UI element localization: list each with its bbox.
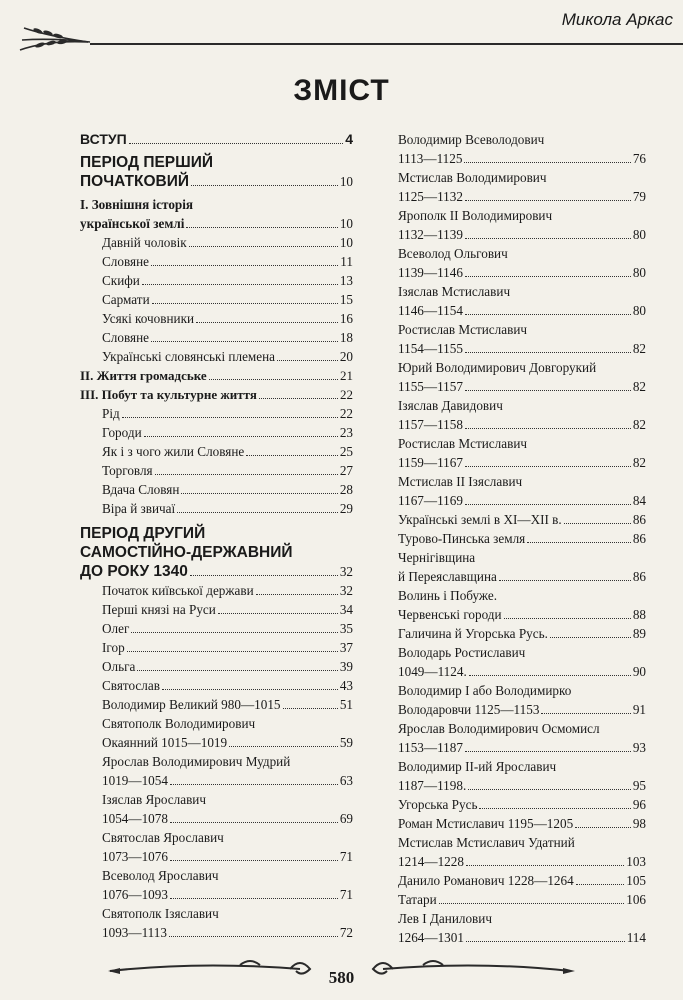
toc-entry[interactable]: Чернігівщина й Переяславщина 86 [398, 550, 646, 584]
toc-section-3[interactable]: III. Побут та культурне життя 22 [80, 387, 353, 402]
toc-part-2-items [80, 581, 353, 714]
toc-entry[interactable]: Словяне 18 [102, 330, 353, 345]
toc-entry[interactable]: Юрий Володимирович Довгорукий 1155—1157 82 [398, 360, 646, 394]
toc-entry[interactable]: Святополк Володимирович Окаянний 1015—1019 59 [102, 716, 353, 750]
toc-section-1-items [80, 233, 353, 366]
toc-entry[interactable]: Угорська Русь 96 [398, 797, 646, 812]
toc-entry[interactable]: Володимир II-ий Ярославич 1187—1198. 95 [398, 759, 646, 793]
toc-entry[interactable]: Володарь Ростиславич 1049—1124. 90 [398, 645, 646, 679]
toc-entry[interactable]: Волинь і Побуже. [398, 588, 498, 603]
toc-entry[interactable]: Турово-Пинська земля 86 [398, 531, 646, 546]
toc-entry[interactable]: Ізяслав Давидович 1157—1158 82 [398, 398, 646, 432]
toc-entry[interactable]: Ростислав Мстиславич 1159—1167 82 [398, 436, 646, 470]
toc-entry[interactable]: Ігор 37 [102, 640, 353, 655]
toc-entry[interactable]: Роман Мстиславич 1195—1205 98 [398, 816, 646, 831]
toc-entry[interactable]: Городи 23 [102, 425, 353, 440]
toc-entry[interactable]: Святополк Ізяславич 1093—1113 72 [102, 906, 353, 940]
toc-right-column [398, 130, 646, 947]
toc-entry[interactable]: Ізяслав Ярославич 1054—1078 69 [102, 792, 353, 826]
toc-entry[interactable]: Давній чоловік 10 [102, 235, 353, 250]
page-number: 580 [328, 968, 355, 987]
header-author: Микола Аркас [561, 10, 673, 29]
toc-section-1[interactable]: I. Зовнішня історія української землі 10 [80, 197, 353, 231]
toc-left-column [80, 130, 353, 942]
toc-entry[interactable]: Володимир Всеволодович 1113—1125 76 [398, 132, 646, 166]
toc-entry[interactable]: Червенські городи 88 [398, 607, 646, 622]
page-title: ЗМІСТ [293, 74, 390, 107]
toc-entry[interactable]: Рід 22 [102, 406, 353, 421]
toc-entry[interactable]: Ольга 39 [102, 659, 353, 674]
toc-entry[interactable]: Всеволод Ольгович 1139—1146 80 [398, 246, 646, 280]
toc-entry[interactable]: Початок київської держави 32 [102, 583, 353, 598]
toc-entry[interactable]: Усякі кочовники 16 [102, 311, 353, 326]
toc-entry[interactable]: Як і з чого жили Словяне 25 [102, 444, 353, 459]
toc-entry[interactable]: Данило Романович 1228—1264 105 [398, 873, 646, 888]
toc-entry[interactable]: Олег 35 [102, 621, 353, 636]
toc-entry[interactable]: Ізяслав Мстиславич 1146—1154 80 [398, 284, 646, 318]
toc-entry[interactable]: Вдача Словян 28 [102, 482, 353, 497]
toc-entry[interactable]: Святослав Ярославич 1073—1076 71 [102, 830, 353, 864]
toc-entry[interactable]: Ярослав Володимирович Осмомисл 1153—1187 93 [398, 721, 646, 755]
toc-part-1[interactable]: ПЕРІОД ПЕРШИЙ ПОЧАТКОВИЙ 10 [80, 154, 353, 190]
toc-entry[interactable]: Лев I Данилович 1264—1301 114 [398, 911, 646, 945]
running-header [0, 0, 683, 70]
toc-section-2[interactable]: II. Життя громадське 21 [80, 368, 353, 383]
header-rule [90, 43, 683, 45]
toc-entry-intro[interactable]: ВСТУП 4 [80, 131, 353, 147]
toc-entry[interactable]: Українські словянські племена 20 [102, 349, 353, 364]
toc-entry[interactable]: Володимир Великий 980—1015 51 [102, 697, 353, 712]
toc-entry[interactable]: Ярослав Володимирович Мудрий 1019—1054 63 [102, 754, 353, 788]
toc-part-2-items-double [80, 714, 353, 942]
toc-entry[interactable]: Татари 106 [398, 892, 646, 907]
toc-entry[interactable]: Скифи 13 [102, 273, 353, 288]
toc-part-2[interactable]: ПЕРІОД ДРУГИЙ САМОСТІЙНО-ДЕРЖАВНИЙ ДО РОКУ 1340 32 [80, 525, 353, 580]
toc-entry[interactable]: Галичина й Угорська Русь. 89 [398, 626, 646, 641]
toc-entry[interactable]: Всеволод Ярославич 1076—1093 71 [102, 868, 353, 902]
toc-entry[interactable]: Торговля 27 [102, 463, 353, 478]
toc-entry[interactable]: Мстислав Мстиславич Удатний 1214—1228 103 [398, 835, 646, 869]
toc-entry[interactable]: Мстислав II Ізяславич 1167—1169 84 [398, 474, 646, 508]
toc-entry[interactable]: Святослав 43 [102, 678, 353, 693]
toc-section-3-items [80, 404, 353, 518]
toc-entry[interactable]: Ярополк II Володимирович 1132—1139 80 [398, 208, 646, 242]
toc-entry[interactable]: Ростислав Мстиславич 1154—1155 82 [398, 322, 646, 356]
toc-entry[interactable]: Сармати 15 [102, 292, 353, 307]
wheat-ornament-icon [18, 18, 98, 58]
toc-entry[interactable]: Словяне 11 [102, 254, 353, 269]
toc-entry[interactable]: Мстислав Володимирович 1125—1132 79 [398, 170, 646, 204]
toc-entry[interactable]: Перші князі на Руси 34 [102, 602, 353, 617]
toc-entry[interactable]: Українські землі в XI—XII в. 86 [398, 512, 646, 527]
toc-entry[interactable]: Віра й звичаї 29 [102, 501, 353, 516]
toc-entry[interactable]: Володимир I або Володимирко Володаровчи 1125—1153 91 [398, 683, 646, 717]
